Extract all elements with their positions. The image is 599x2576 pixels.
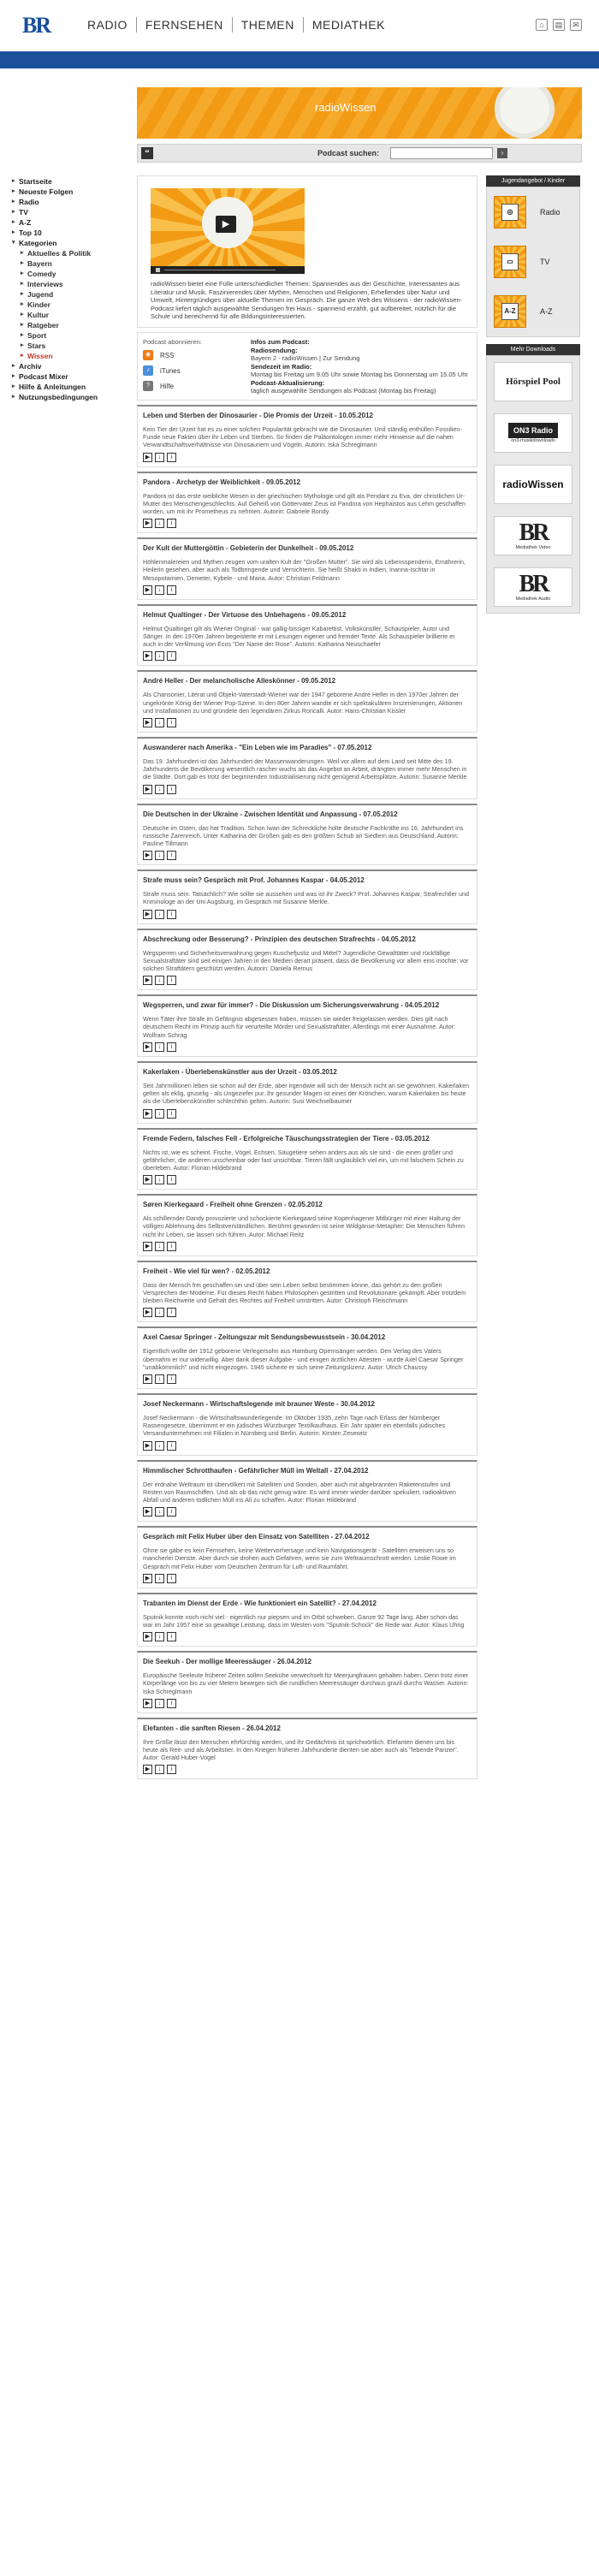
episode-actions <box>143 1109 470 1119</box>
download-icon[interactable]: ↓ <box>155 651 164 661</box>
info-icon[interactable]: i <box>167 1574 176 1583</box>
episode-title[interactable]: Josef Neckermann - Wirtschaftslegende mit brauner Weste - 30.04.2012 <box>143 1399 375 1408</box>
play-icon[interactable]: ▶ <box>143 1042 152 1052</box>
subscribe-help[interactable] <box>143 381 174 391</box>
download-icon[interactable]: ↓ <box>155 585 164 595</box>
play-icon[interactable]: ▶ <box>143 1109 152 1119</box>
info-icon[interactable]: i <box>167 585 176 595</box>
episode-description: Eigentlich wollte der 1912 geborene Verlegersohn aus Hamburg Opernsänger werden. Den Verlag des Vaters übernahm er nur widerwillig. Aber dank dieser Aufgabe - und einigen ärztlichen Attesten - wurde Axel Caesar Springer "unabkömmlich" und nicht eingezogen. 1945 sicherte er sich seine Zeitungslizenz. Autor: Ulrich Chaussy <box>143 1347 464 1371</box>
header <box>0 0 599 51</box>
nav-themen[interactable]: THEMEN <box>232 17 303 33</box>
episode-item <box>137 472 477 534</box>
episode-item <box>137 405 477 467</box>
info-zeit: Montag bis Freitag um 9.05 Uhr sowie Montag bis Donnerstag um 15.05 Uhr <box>251 371 468 378</box>
episode-title[interactable]: Freiheit - Wie viel für wen? - 02.05.2012 <box>143 1267 270 1275</box>
channel-label: Radio <box>540 208 560 217</box>
sidebar-item[interactable]: ▾ Kategorien <box>12 238 132 248</box>
header-blue-bar <box>0 51 599 68</box>
episode-item <box>137 1128 477 1190</box>
play-icon[interactable]: ▶ <box>143 651 152 661</box>
episode-description: Ohne sie gäbe es kein Fernsehen, keine Wettervorhersage und kein Navigationsgerät - Satelliten erweisen uns so mancherlei Dienste. Aber durch sie drohen auch Gefahren, wenn sie zum Weltraumschrott werden. Leslie Rowe im Gespräch mit Felix Huber vom Deutschen Zentrum für Luft- und Raumfahrt. <box>143 1546 456 1570</box>
episode-title[interactable]: Axel Caesar Springer - Zeitungszar mit Sendungsbewusstsein - 30.04.2012 <box>143 1333 386 1342</box>
br-mediathek-video-logo[interactable] <box>487 510 579 561</box>
download-icon[interactable]: ↓ <box>155 1242 164 1251</box>
episode-actions <box>143 1242 470 1251</box>
info-icon[interactable]: i <box>167 1632 176 1641</box>
on3-radio-logo[interactable] <box>487 407 579 459</box>
episode-title[interactable]: Fremde Federn, falsches Fell - Erfolgreiche Täuschungsstrategien der Tiere - 03.05.2012 <box>143 1134 430 1143</box>
info-icon[interactable]: i <box>167 1308 176 1317</box>
episode-description: Der erdnahe Weltraum ist übervölkert mit Satelliten und Sonden, aber auch mit abgebrannten Raketenstufen und Resten von Raumschiffen. Und als ob das nicht genug wäre: Es wird immer wieder darüber spekuliert, radioaktiven Abfall und anderen tödlichen Müll ins All zu schaffen. Autor: Florian Hildebrand <box>143 1480 456 1504</box>
help-label: Hilfe <box>160 382 175 390</box>
sidebar-item[interactable]: ▸ A-Z <box>12 217 132 228</box>
main-nav <box>79 17 394 33</box>
episode-actions <box>143 453 470 462</box>
right-sidebar <box>486 175 580 614</box>
mail-icon[interactable]: ✉ <box>570 19 582 31</box>
episode-description: Das 19. Jahrhundert ist das Jahrhundert der Massenwanderungen. Weil vor allem auf dem Land seit Mitte des 19. Jahrhunderts die Bevölkerung wesentlich rascher wuchs als das Angebot an Arbeit, drängten immer mehr Menschen in die Städte. Dort gab es trotz der beginnenden Industrialisierung nicht genügend Arbeitsplätze. Autorin: Susanne Merkle <box>143 757 467 781</box>
sidebar-item[interactable]: ▸ Wissen <box>12 351 132 361</box>
episode-item <box>137 1327 477 1389</box>
sidebar-item[interactable]: ▸ Kinder <box>12 300 132 310</box>
channel-tile-inner: ▭ <box>501 253 519 270</box>
episode-item <box>137 870 477 923</box>
play-icon[interactable]: ▶ <box>143 453 152 462</box>
podcast-search-input[interactable] <box>390 147 493 159</box>
sidebar-item[interactable]: ▸ Nutzungsbedingungen <box>12 392 132 402</box>
play-icon[interactable]: ▶ <box>143 1175 152 1184</box>
play-icon[interactable]: ▶ <box>143 1308 152 1317</box>
play-icon[interactable]: ▶ <box>143 1699 152 1708</box>
episode-title[interactable]: Abschreckung oder Besserung? - Prinzipien des deutschen Strafrechts - 04.05.2012 <box>143 935 416 943</box>
podcast-info-box <box>137 332 477 401</box>
episode-actions <box>143 718 470 727</box>
download-icon[interactable]: ↓ <box>155 453 164 462</box>
episode-description: Wegsperren und Sicherheitsverwahrung gegen Kuschefjustiz und Mittel? Jugendliche Gewalttäter und rückfällige Sexualstraftäter sind seit einigen Jahren in den Medien derart präsent, dass die Bevölkerung vor allem eins möchte: vor solchen Straftätern geschützt werden. Autorin: Daniela Remus <box>143 948 469 973</box>
search-submit-button[interactable]: › <box>497 148 507 158</box>
episode-item <box>137 1651 477 1713</box>
sidebar-item[interactable]: ▸ Stars <box>12 341 132 351</box>
episode-item <box>137 1593 477 1647</box>
nav-mediathek[interactable]: MEDIATHEK <box>303 17 394 33</box>
episode-item <box>137 994 477 1057</box>
nav-radio[interactable]: RADIO <box>87 18 128 32</box>
sidebar-item[interactable]: ▸ Interviews <box>12 279 132 289</box>
sidebar-item[interactable]: ▸ Hilfe & Anleitungen <box>12 382 132 392</box>
episode-item <box>137 670 477 733</box>
info-icon[interactable]: i <box>167 1441 176 1451</box>
info-icon[interactable]: i <box>167 851 176 860</box>
episode-title[interactable]: Helmut Qualtinger - Der Virtuose des Unbehagens - 09.05.2012 <box>143 610 347 619</box>
episode-title[interactable]: Die Seekuh - Der mollige Meeressäuger - 26.04.2012 <box>143 1658 311 1666</box>
episode-list <box>137 405 477 1784</box>
episode-actions <box>143 1374 470 1384</box>
info-icon[interactable]: i <box>167 1175 176 1184</box>
sidebar-item[interactable]: ▸ Aktuelles & Politik <box>12 248 132 258</box>
download-icon[interactable]: ↓ <box>155 1765 164 1774</box>
sidebar-item[interactable]: ▸ Podcast Mixer <box>12 371 132 382</box>
episode-description: Seit Jahrmillionen leben sie schon auf der Erde, aber irgendwie will sich der Mensch nicht an sie gewöhnen: Kakerlaken gelten als eklig, gruselig - als Ungeziefer pur. Ihr gesunder Magen ist eines der Krönchen, warum Kakerlaken bis heute als die Überlebenskünstler schlechthin gelten. Autorin: Susi Weichselbaumer <box>143 1081 470 1106</box>
download-icon[interactable]: ↓ <box>155 1574 164 1583</box>
episode-actions <box>143 519 470 528</box>
play-icon[interactable]: ▶ <box>143 1441 152 1451</box>
episode-actions <box>143 1765 470 1774</box>
episode-item <box>137 1061 477 1124</box>
episode-item <box>137 1194 477 1256</box>
episode-actions <box>143 1042 470 1052</box>
help-icon: ? <box>143 381 153 391</box>
play-icon[interactable]: ▶ <box>143 851 152 860</box>
episode-actions <box>143 651 470 661</box>
info-akt-label: Podcast-Aktualisierung: <box>251 378 325 387</box>
sidebar-item[interactable]: ▸ Sport <box>12 330 132 341</box>
episode-actions <box>143 1308 470 1317</box>
info-icon[interactable]: i <box>167 651 176 661</box>
rss-icon: ◉ <box>143 350 153 360</box>
download-icon[interactable]: ↓ <box>155 1175 164 1184</box>
download-icon[interactable]: ↓ <box>155 1699 164 1708</box>
episode-actions <box>143 1507 470 1517</box>
episode-actions <box>143 1441 470 1451</box>
download-icon[interactable]: ↓ <box>155 1109 164 1119</box>
az-icon <box>494 295 526 328</box>
episode-actions <box>143 1175 470 1184</box>
episode-item <box>137 737 477 799</box>
info-zeit-label: Sendezeit im Radio: <box>251 362 312 371</box>
play-icon[interactable]: ▶ <box>143 1765 152 1774</box>
info-icon[interactable]: i <box>167 785 176 794</box>
channel-box <box>486 187 580 337</box>
sidebar-item[interactable]: ▸ Archiv <box>12 361 132 371</box>
info-sendung-label: Radiosendung: <box>251 346 298 354</box>
episode-title[interactable]: Gespräch mit Felix Huber über den Einsatz von Satelliten - 27.04.2012 <box>143 1533 370 1541</box>
br-audio-text: BR <box>519 571 548 597</box>
episode-item <box>137 604 477 667</box>
info-heading: Infos zum Podcast: <box>251 338 310 346</box>
episode-actions <box>143 1632 470 1641</box>
download-icon[interactable]: ↓ <box>155 851 164 860</box>
info-icon[interactable]: i <box>167 910 176 919</box>
episode-item <box>137 1460 477 1522</box>
play-icon[interactable]: ▶ <box>143 1242 152 1251</box>
sidebar-item[interactable]: ▸ Ratgeber <box>12 320 132 330</box>
sidebar-item[interactable]: ▸ Startseite <box>12 176 132 187</box>
sidebar-item[interactable]: ▸ Top 10 <box>12 228 132 238</box>
download-icon[interactable]: ↓ <box>155 1308 164 1317</box>
play-icon[interactable]: ▶ <box>143 1632 152 1641</box>
left-nav <box>12 176 132 402</box>
episode-item <box>137 1718 477 1780</box>
download-icon[interactable]: ↓ <box>155 1507 164 1517</box>
right-head-2: Mehr Downloads <box>486 344 580 355</box>
radiowissen-text: radioWissen <box>502 478 564 490</box>
channel-link[interactable] <box>487 287 579 336</box>
podcast-search-bar <box>137 144 582 163</box>
br-video-text: BR <box>519 519 548 546</box>
channel-tile-inner: A-Z <box>501 303 519 320</box>
episode-description: Kein Tier der Urzeit hat es zu einer solchen Popularität gebracht wie die Dinosaurier. Und ständig enthüllen Fossilien-Funde neue Fakten über ihr Leben und Sterben. So finden die Paläontologen immer mehr Hinweise auf die nahen Verwandtschaftsverhältnisse von Dinosauriern und Vögeln. Autorin: Iska Schreglmann <box>143 425 462 449</box>
br-logo[interactable] <box>22 14 74 38</box>
hoerspiel-pool-text: Hörspiel Pool <box>506 377 560 387</box>
channel-label: A-Z <box>540 307 553 316</box>
sidebar-item[interactable]: ▸ Kultur <box>12 310 132 320</box>
episode-title[interactable]: Himmlischer Schrotthaufen - Gefährlicher Müll im Weltall - 27.04.2012 <box>143 1466 369 1475</box>
episode-title[interactable]: Wegsperren, und zwar für immer? - Die Diskussion um Sicherungsverwahrung - 04.05.2012 <box>143 1001 440 1010</box>
info-akt: täglich ausgewählte Sendungen als Podcast (Montag bis Freitag) <box>251 387 436 395</box>
video-player[interactable] <box>151 188 305 274</box>
episode-description: Josef Neckermann - die Wirtschaftswunderlegende: Im Oktober 1935, zehn Tage nach Erlass der Nürnberger Rassengesetze, übernimmt er ein jüdisches Würzburger Textilkaufhaus. Ein Jahr später ein ebenfalls jüdisches Versandunternehmen mit Filialen in Nürnberg und Berlin. Autorin: Kirsten Zesewitz <box>143 1413 446 1438</box>
episode-description: Pandora ist das erste weibliche Wesen in der griechischen Mythologie und gilt als Pendant zu Eva, der christlichen Ur-Mutter des Menschengeschlechts. Auf Geheiß von Göttervater Zeus ist Pandora von Hephaistos aus Lehm geschaffen worden, um mit ihr Prometheus zu nehmen. Autorin: Gabriele Bondy <box>143 491 466 516</box>
logo-text: BR <box>22 13 50 38</box>
download-icon[interactable]: ↓ <box>155 718 164 727</box>
info-icon[interactable]: i <box>167 1765 176 1774</box>
br-mediathek-audio-logo[interactable] <box>487 561 579 613</box>
play-icon[interactable]: ▶ <box>143 976 152 985</box>
channel-label: TV <box>540 258 550 266</box>
play-icon[interactable]: ▶ <box>143 585 152 595</box>
play-icon[interactable]: ▶ <box>216 216 236 233</box>
download-icon[interactable]: ↓ <box>155 1374 164 1384</box>
episode-description: Höhlenmalereien und Mythen zeugen vom uralten Kult der "Großen Mutter". Sie wird als Lebensspenderin, Ernährerin, Heilerin gesehen, aber auch als Todbringende und Vernichterin. Sie heißt Shakti in Indien, Inanna-Ischtar in Mesopotamien, Demeter, Kybele - und Maria. Autor: Christian Feldmann <box>143 558 466 582</box>
pause-icon[interactable] <box>156 268 160 272</box>
episode-description: Dass der Mensch frei geschaffen sei und über sein Leben selbst bestimmen könne, das gehört zu den großen Versprechen der Moderne. Für dieses Recht haben Philosophen gestritten und Revolutionäre gekämpft. Aber trotzdem bleiben Reichweite und Gehalt des Rechtes auf Freiheit umstritten. Autor: Christoph Fleischmann <box>143 1280 466 1305</box>
home-icon[interactable]: ⌂ <box>536 19 548 31</box>
info-icon[interactable]: i <box>167 718 176 727</box>
episode-actions <box>143 976 470 985</box>
br-audio-sub: Mediathek Audio <box>515 597 551 602</box>
download-icon[interactable]: ↓ <box>155 1441 164 1451</box>
episode-title[interactable]: Kakerlaken - Überlebenskünstler aus der Urzeit - 03.05.2012 <box>143 1067 337 1076</box>
episode-description: Strafe muss sein. Tatsächlich? Wie sollte sie aussehen und was ist ihr Zweck? Prof. Johannes Kaspar, Strafrechtler und Kriminologe an der Uni Augsburg, im Gespräch mit Susanne Merkle. <box>143 890 469 906</box>
on3-sub: on3-musikdownloads <box>511 438 555 443</box>
episode-title[interactable]: André Heller - Der melancholische Alleskönner - 09.05.2012 <box>143 677 336 686</box>
podcast-hero <box>137 175 477 328</box>
sidebar-item[interactable]: ▸ Jugend <box>12 289 132 300</box>
episode-actions <box>143 910 470 919</box>
episode-description: Sputnik konnte noch nicht viel - eigentlich nur piepsen und im Orbit schweben. Ganze 92 Tage lang. Aber schon das war im Jahr 1957 eine so gewaltige Leistung, dass im Westen vom "Sputnik-Schock" die Rede war. Autor: Klaus Uhrig <box>143 1612 465 1629</box>
banner-title: radioWissen <box>315 101 377 114</box>
info-icon[interactable]: i <box>167 1507 176 1517</box>
sidebar-item[interactable]: ▸ Neueste Folgen <box>12 187 132 197</box>
info-icon[interactable]: i <box>167 453 176 462</box>
nav-fernsehen[interactable]: FERNSEHEN <box>136 17 232 33</box>
episode-title[interactable]: Leben und Sterben der Dinosaurier - Die Promis der Urzeit - 10.05.2012 <box>143 412 373 419</box>
info-sendung[interactable]: Bayern 2 - radioWissen | Zur Sendung <box>251 354 360 362</box>
episode-item <box>137 537 477 600</box>
radio-icon <box>494 196 526 229</box>
channel-link[interactable] <box>487 237 579 287</box>
subscribe-title: Podcast abonnieren: <box>143 338 202 346</box>
episode-item <box>137 1393 477 1456</box>
episode-actions <box>143 785 470 794</box>
sidebar-item[interactable]: ▸ Radio <box>12 197 132 207</box>
play-icon[interactable]: ▶ <box>143 1507 152 1517</box>
info-icon[interactable]: i <box>167 1109 176 1119</box>
channel-tile-inner: ◎ <box>501 204 519 221</box>
episode-title[interactable]: Trabanten im Dienst der Erde - Wie funktioniert ein Satellit? - 27.04.2012 <box>143 1599 377 1607</box>
radiowissen-banner <box>137 87 582 139</box>
info-icon[interactable]: i <box>167 976 176 985</box>
play-icon[interactable]: ▶ <box>143 1574 152 1583</box>
episode-actions <box>143 1699 470 1708</box>
episode-title[interactable]: Pandora - Archetyp der Weiblichkeit - 09.05.2012 <box>143 478 301 486</box>
play-icon[interactable]: ▶ <box>143 785 152 794</box>
episode-actions <box>143 1574 470 1583</box>
download-icon[interactable]: ↓ <box>155 785 164 794</box>
radiowissen-logo[interactable] <box>487 459 579 510</box>
episode-description: Ihre Größe lässt den Menschen ehrfürchtig werden, und ihr Gedächtnis ist sprichwörtlich. Elefanten dienen uns bis heute als Reit- und als Arbeitstier. In den Kriegen früherer Jahrhunderte dienten sie aber auch als "lebende Panzer". Autor: Gerald Huber-Vogel <box>143 1737 459 1762</box>
episode-title[interactable]: Elefanten - die sanften Riesen - 26.04.2012 <box>143 1724 281 1732</box>
play-icon[interactable]: ▶ <box>143 718 152 727</box>
br-video-sub: Mediathek Video <box>515 545 551 550</box>
sidebar-item[interactable]: ▸ Comedy <box>12 269 132 279</box>
sidebar-item[interactable]: ▸ TV <box>12 207 132 217</box>
downloads-box <box>486 355 580 614</box>
episode-description: Deutsche im Osten, das hat Tradition. Schon Iwan der Schreckliche holte deutsche Fachkräfte ins 16. Jahrhundert ins russische Zarenreich. Unter Katharina der Großen gab es den größten Schub an Siedlern aus Deutschland. Autorin: Pauline Tillmann <box>143 823 464 848</box>
episode-actions <box>143 851 470 860</box>
download-icon[interactable]: ↓ <box>155 976 164 985</box>
podcast-info <box>251 338 473 395</box>
player-controls <box>151 266 305 274</box>
podcast-intro: radioWissen bietet eine Fülle unterschiedlicher Themen: Spannendes aus der Geschichte, Interessantes aus Literatur und Musik, Faszinierendes über Mythen, Menschen und Religionen, Erhellendes über Natur und Umwelt, Hintergründiges über aktuelle Themen im Gespräch. Die ganze Welt des Wissens - der radioWissen-Podcast liefert täglich ausgewählte Sendungen frei Haus - spannend erzählt, gut aufbereitet, nützlich für die Schule und bereichernd für alle Bildungsinteressierten. <box>151 280 463 320</box>
info-icon[interactable]: i <box>167 1374 176 1384</box>
episode-title[interactable]: Die Deutschen in der Ukraine - Zwischen Identität und Anpassung - 07.05.2012 <box>143 810 398 818</box>
episode-description: Helmut Qualtinger gilt als Wiener Original - war gallig-bissiger Kabarettist, Volkskünstler, Schauspieler, Autor und Sänger. In den 1970er Jahren begeisterte er mit Lesungen eigener und fremder Texte. Als Schauspieler brillierte er auch in der Verfilmung von Ecos "Der Name der Rose". Autorin: Katharina Neuschaefer <box>143 624 455 649</box>
download-icon[interactable]: ↓ <box>155 1632 164 1641</box>
episode-title[interactable]: Auswanderer nach Amerika - "Ein Leben wie im Paradies" - 07.05.2012 <box>143 744 372 752</box>
episode-description: Als schillernder Dandy provozierte und schockierte Kierkegaard seine Kopenhagener Mitbürger mit einer Haltung der völligen Ablehnung des Selbstverständlichen. Berühmt geworden ist seine Wildgänse-Metapher: Die Menschen führen nicht ihr Leben, sie lassen sich führen. Autor: Michael Reitz <box>143 1214 465 1238</box>
header-tools <box>536 19 582 31</box>
itunes-label: iTunes <box>160 366 181 375</box>
download-icon[interactable]: ↓ <box>155 1042 164 1052</box>
info-icon[interactable]: i <box>167 1242 176 1251</box>
subscribe-itunes[interactable] <box>143 365 181 376</box>
episode-item <box>137 1261 477 1323</box>
episode-title[interactable]: Søren Kierkegaard - Freiheit ohne Grenzen - 02.05.2012 <box>143 1201 323 1209</box>
sidebar-item[interactable]: ▸ Bayern <box>12 258 132 269</box>
right-head-1: Jugendangebot / Kinder <box>486 175 580 187</box>
episode-description: Europäische Seeleute früherer Zeiten sollen Seekühe verwechselt für Meerjungfrauen gehalten haben. Denn trotz einer Körperlänge von bis zu vier Metern bewegen sich die rundlichen Meeressäuger durchaus grazil durchs Wasser. Autorin: Iska Schreglmann <box>143 1671 469 1695</box>
download-icon[interactable]: ↓ <box>155 910 164 919</box>
on3-text: ON3 Radio <box>508 423 558 438</box>
quote-icon: “ <box>141 147 153 159</box>
search-label: Podcast suchen: <box>317 149 380 157</box>
channel-link[interactable] <box>487 187 579 237</box>
info-icon[interactable]: i <box>167 1699 176 1708</box>
info-icon[interactable]: i <box>167 519 176 528</box>
hoerspiel-pool-logo[interactable] <box>487 356 579 407</box>
episode-item <box>137 1526 477 1588</box>
episode-description: Wenn Täter ihre Strafe im Gefängnis abgesessen haben, müssen sie wieder freigelassen werden. Dies gilt nach deutschem Recht im Prinzip auch für verurteilte Mörder und Sexualstraftäter. Allerdings mit einer Ausnahme. Autor: Wolfram Schrag <box>143 1015 456 1039</box>
play-icon[interactable]: ▶ <box>143 1374 152 1384</box>
episode-item <box>137 929 477 991</box>
episode-item <box>137 804 477 866</box>
rss-label: RSS <box>160 351 175 359</box>
tv-icon <box>494 246 526 278</box>
print-icon[interactable]: ▤ <box>553 19 565 31</box>
episode-actions <box>143 585 470 595</box>
episode-description: Als Chansonier, Literat und Objekt-Vaterstadt-Wiener war der 1947 geborene André Heller in den 1970er Jahren der ungekrönte König der Wiener Pop-Szene. In den 80er Jahren wandte er sich spektakulären Inszenierungen, Aktionen und Installationen zu und gründete den legendären Zirkus Roncalli. Autor: Hans-Christian Kissler <box>143 691 463 715</box>
subscribe-rss[interactable] <box>143 350 174 360</box>
episode-title[interactable]: Strafe muss sein? Gespräch mit Prof. Johannes Kaspar - 04.05.2012 <box>143 876 365 885</box>
download-icon[interactable]: ↓ <box>155 519 164 528</box>
play-icon[interactable]: ▶ <box>143 519 152 528</box>
info-icon[interactable]: i <box>167 1042 176 1052</box>
itunes-icon: ♪ <box>143 365 153 376</box>
play-icon[interactable]: ▶ <box>143 910 152 919</box>
episode-title[interactable]: Der Kult der Muttergöttin - Gebieterin der Dunkelheit - 09.05.2012 <box>143 544 354 553</box>
episode-description: Nichts ist, wie es scheint. Fische, Vögel, Echsen, Säugetiere sehen anders aus als sie sind - die einen größer und gefährlicher, die anderen unscheinbar oder fast unsichtbar. Tieren fällt unglaublich viel ein, um mit falschem Schein zu überleben. Autor: Florian Hildebrand <box>143 1148 464 1172</box>
